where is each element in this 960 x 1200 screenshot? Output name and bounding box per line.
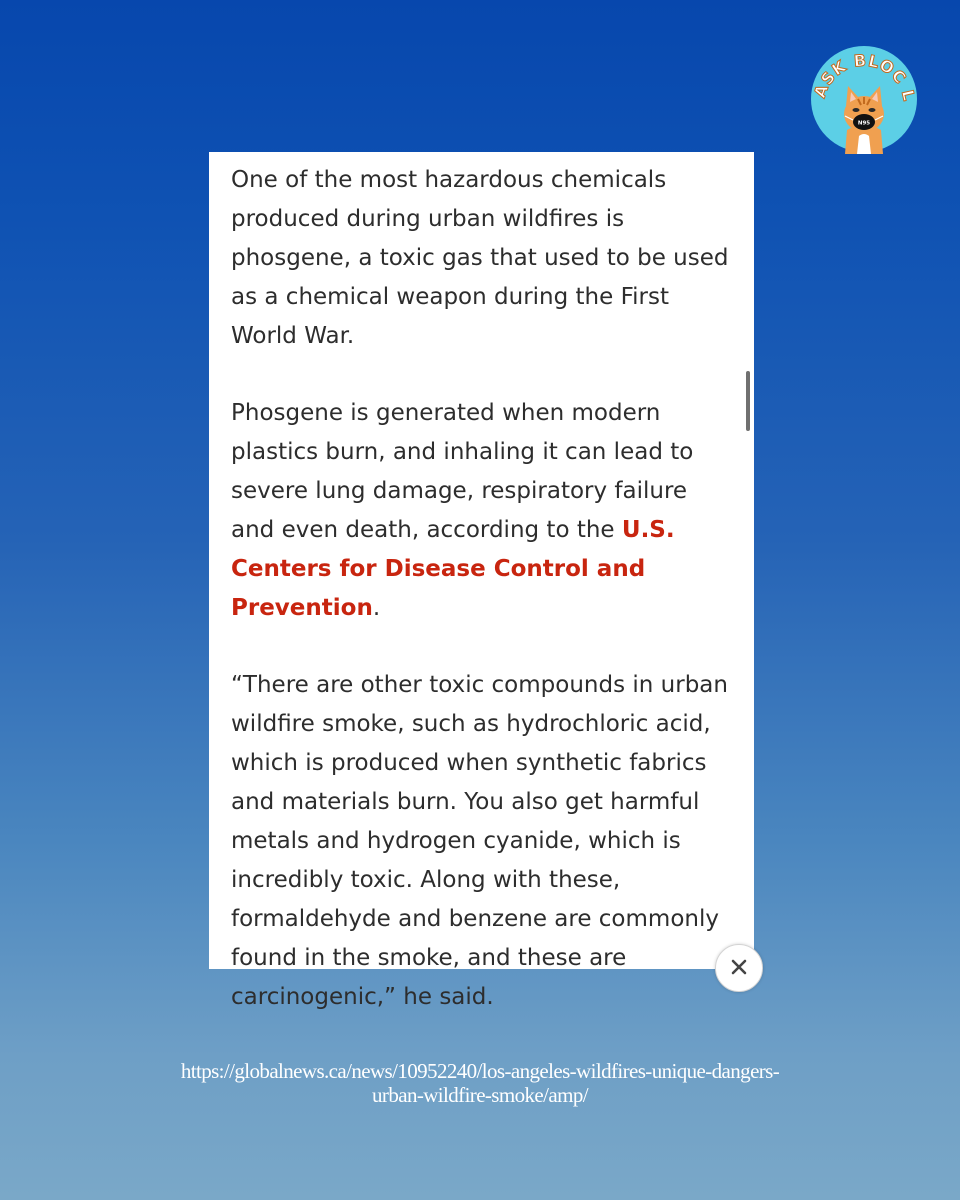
paragraph-phosgene-effects (231, 394, 736, 628)
paragraph-quote: “There are other toxic compounds in urban wildfire smoke, such as hydrochloric acid, which is produced when synthetic fabrics and materials burn. You also get harmful metals and hydrogen cyanide, which is incredibly toxic. Along with these, formaldehyde and benzene are commonly found in the smoke, and these are carcinogenic,” he said. (231, 672, 728, 1010)
source-url-line2: urban-wildfire-smoke/amp/ (372, 1083, 588, 1107)
mask-bloc-la-logo (809, 44, 919, 154)
article-screenshot-card (209, 152, 754, 1010)
logo-text: ASK BLOC L (809, 50, 919, 104)
source-url-line1: https://globalnews.ca/news/10952240/los-angeles-wildfires-unique-dangers- (180, 1059, 780, 1083)
close-icon (730, 958, 748, 976)
paragraph-text: Phosgene is generated when modern plastics burn, and inhaling it can lead to severe lung damage, respiratory failure and even death, according to the (231, 400, 694, 543)
article-body (231, 161, 736, 1055)
paragraph-phosgene-intro: One of the most hazardous chemicals produced during urban wildfires is phosgene, a toxic gas that used to be used as a chemical weapon during the First World War. (231, 167, 729, 349)
close-button[interactable] (715, 944, 763, 992)
mask-label: N95 (857, 120, 871, 127)
source-url-caption (130, 1059, 830, 1107)
scrollbar-thumb[interactable] (746, 371, 750, 431)
cdc-link[interactable]: U.S. Centers for Disease Control and Prevention (231, 517, 675, 621)
paragraph-text-end: . (372, 595, 381, 621)
